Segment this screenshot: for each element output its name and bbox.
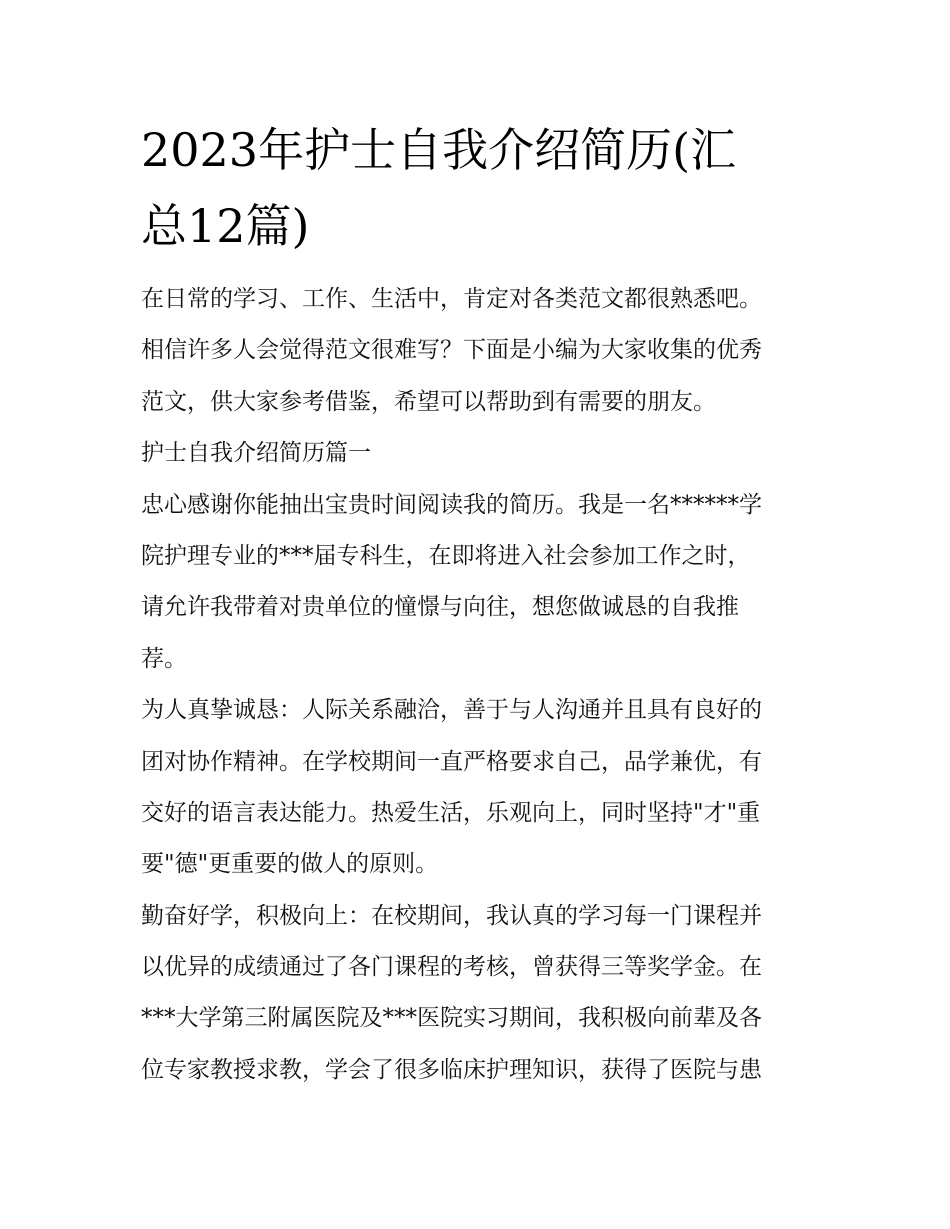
paragraph-line: 请允许我带着对贵单位的憧憬与向往，想您做诚恳的自我推 bbox=[141, 594, 739, 621]
section-heading: 护士自我介绍简历篇一 bbox=[141, 440, 371, 467]
paragraph-line: 勤奋好学，积极向上：在校期间，我认真的学习每一门课程并 bbox=[141, 902, 762, 929]
document-content bbox=[141, 112, 813, 1096]
intro-line: 在日常的学习、工作、生活中，肯定对各类范文都很熟悉吧。 bbox=[141, 286, 762, 312]
paragraph-line: 荐。 bbox=[141, 645, 187, 672]
title-line: 2023年护士自我介绍简历(汇 bbox=[141, 123, 737, 177]
paragraph-line: 忠心感谢你能抽出宝贵时间阅读我的简历。我是一名******学 bbox=[141, 491, 762, 518]
intro-line: 范文，供大家参考借鉴，希望可以帮助到有需要的朋友。 bbox=[141, 388, 716, 415]
paragraph-line: 交好的语言表达能力。热爱生活，乐观向上，同时坚持"才"重 bbox=[141, 799, 761, 826]
title-line: 总12篇) bbox=[141, 199, 310, 253]
paragraph-line: 以优异的成绩通过了各门课程的考核，曾获得三等奖学金。在 bbox=[141, 954, 762, 981]
paragraph-line: 为人真挚诚恳：人际关系融洽，善于与人沟通并且具有良好的 bbox=[141, 697, 762, 724]
paragraph-line: 团对协作精神。在学校期间一直严格要求自己，品学兼优，有 bbox=[141, 748, 762, 775]
document-title bbox=[141, 112, 813, 264]
document-body bbox=[141, 274, 813, 1096]
paragraph-line: 院护理专业的***届专科生，在即将进入社会参加工作之时， bbox=[141, 542, 751, 569]
paragraph-line: ***大学第三附属医院及***医院实习期间，我积极向前辈及各 bbox=[141, 1005, 762, 1032]
intro-line: 相信许多人会觉得范文很难写？下面是小编为大家收集的优秀 bbox=[141, 337, 762, 364]
paragraph-line: 位专家教授求教，学会了很多临床护理知识，获得了医院与患 bbox=[141, 1056, 762, 1083]
paragraph-line: 要"德"更重要的做人的原则。 bbox=[141, 851, 439, 878]
